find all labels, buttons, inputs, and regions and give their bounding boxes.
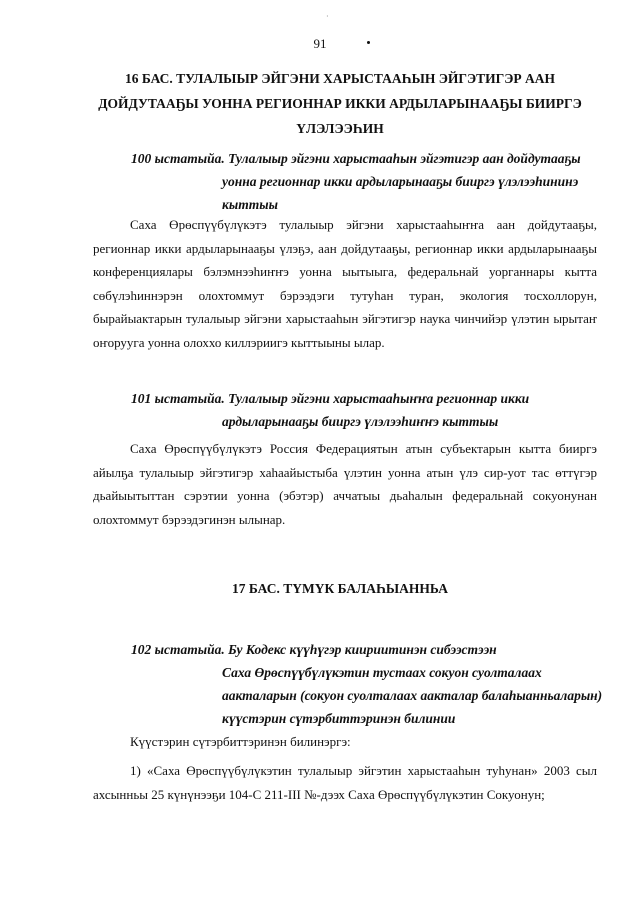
chapter-heading-line: 16 БАС. ТУЛАЛЫЫР ЭЙГЭНИ ХАРЫСТААҺЫН ЭЙГЭТИГЭР ААН bbox=[124, 71, 555, 86]
page-number: 91 bbox=[313, 36, 327, 51]
body-line: Саха Өрөспүүбүлүкэтэ Россия Федерациятын атын субъектарын кытта бииргэ bbox=[130, 441, 597, 456]
body-line: ахсынньы 25 күнүнээҕи 104-С 211-III №-дээх Саха Өрөспүүбүлүкэтин Сокуонун; bbox=[93, 786, 545, 802]
article-102-intro: Күүстэрин сүтэрбиттэринэн билинэргэ: bbox=[130, 734, 351, 749]
body-line: регионнар икки ардыларынааҕы үлэҕэ, аан дойдутааҕы, регионнар икки ардыларынааҕы bbox=[93, 240, 597, 256]
chapter-heading-line: ҮЛЭЛЭЭҺИН bbox=[296, 121, 384, 136]
article-heading-line: ардыларынааҕы бииргэ үлэлээһиҥҥэ кыттыы bbox=[222, 414, 499, 429]
article-102-heading bbox=[131, 638, 601, 732]
article-heading-line: 100 ыстатыйа. Тулалыыр эйгэни харыстааһын эйгэтигэр аан дойдутааҕы bbox=[131, 151, 581, 166]
page-number-mark bbox=[367, 41, 370, 44]
article-101-heading bbox=[131, 387, 601, 435]
body-line: айылҕа тулалыыр эйгэтигэр хаһаайыстыба үлэтин уонна атын үлэ сир-уот тас өттүгэр bbox=[93, 464, 597, 480]
article-heading-line: кыттыы bbox=[222, 197, 278, 212]
article-101-body bbox=[93, 437, 597, 531]
chapter-heading-line: ДОЙДУТААҔЫ УОННА РЕГИОННАР ИККИ АРДЫЛАРЫНААҔЫ БИИРГЭ bbox=[98, 96, 582, 111]
article-heading-line: Саха Өрөспүүбүлүкэтин тустаах сокуон суолталаах bbox=[222, 665, 542, 680]
article-heading-line: 102 ыстатыйа. Бу Кодекс күүһүгэр киириитинэн сибээстээн bbox=[131, 642, 497, 657]
article-102-item-1 bbox=[93, 759, 597, 806]
article-100-body bbox=[93, 213, 597, 354]
body-line: сөбүлэһиннэрэн олохтоммут бэрээдэги тутуһан туран, экология тосхоллорун, bbox=[93, 287, 597, 303]
body-line: оҥорууга уонна олоххо киллэриигэ кыттыыны ылар. bbox=[93, 334, 385, 350]
body-line: конференциялары бэлэмнээһиҥҥэ уонна ыытыыга, федеральнай уорганнары кытта bbox=[93, 264, 597, 279]
body-line: 1) «Саха Өрөспүүбүлүкэтин тулалыыр эйгэтин харыстааһын туһунан» 2003 сыл bbox=[130, 763, 597, 778]
scan-artifact-dot: · bbox=[326, 12, 329, 21]
body-line: олохтоммут бэрээдэгинэн ылынар. bbox=[93, 511, 286, 527]
chapter-17-heading bbox=[70, 576, 610, 601]
article-heading-line: аакталарын (сокуон суолталаах аакталар балаһыанньаларын) bbox=[222, 688, 603, 703]
article-heading-line: 101 ыстатыйа. Тулалыыр эйгэни харыстааһыҥҥа регионнар икки bbox=[131, 391, 530, 406]
body-line: дьайыытыттан сэрэтии уонна (эбэтэр) аччатыы дьаһалын федеральнай сокуонунан bbox=[93, 488, 597, 503]
article-100-heading bbox=[131, 147, 601, 217]
chapter-16-heading bbox=[70, 66, 610, 141]
body-line: Саха Өрөспүүбүлүкэтэ тулалыыр эйгэни харыстааһыҥҥа аан дойдутааҕы, bbox=[130, 217, 597, 232]
article-heading-line: күүстэрин сүтэрбиттэринэн билинии bbox=[222, 711, 456, 726]
article-heading-line: уонна регионнар икки ардыларынааҕы бииргэ үлэлээһининэ bbox=[222, 174, 579, 189]
body-line: бырайыактарын тулалыыр эйгэни харыстааһын эйгэтигэр наука чинчийэр үлэтин ырытаҥ bbox=[93, 311, 597, 326]
chapter-heading-line: 17 БАС. ТҮМҮК БАЛАҺЫАННЬА bbox=[232, 581, 448, 596]
